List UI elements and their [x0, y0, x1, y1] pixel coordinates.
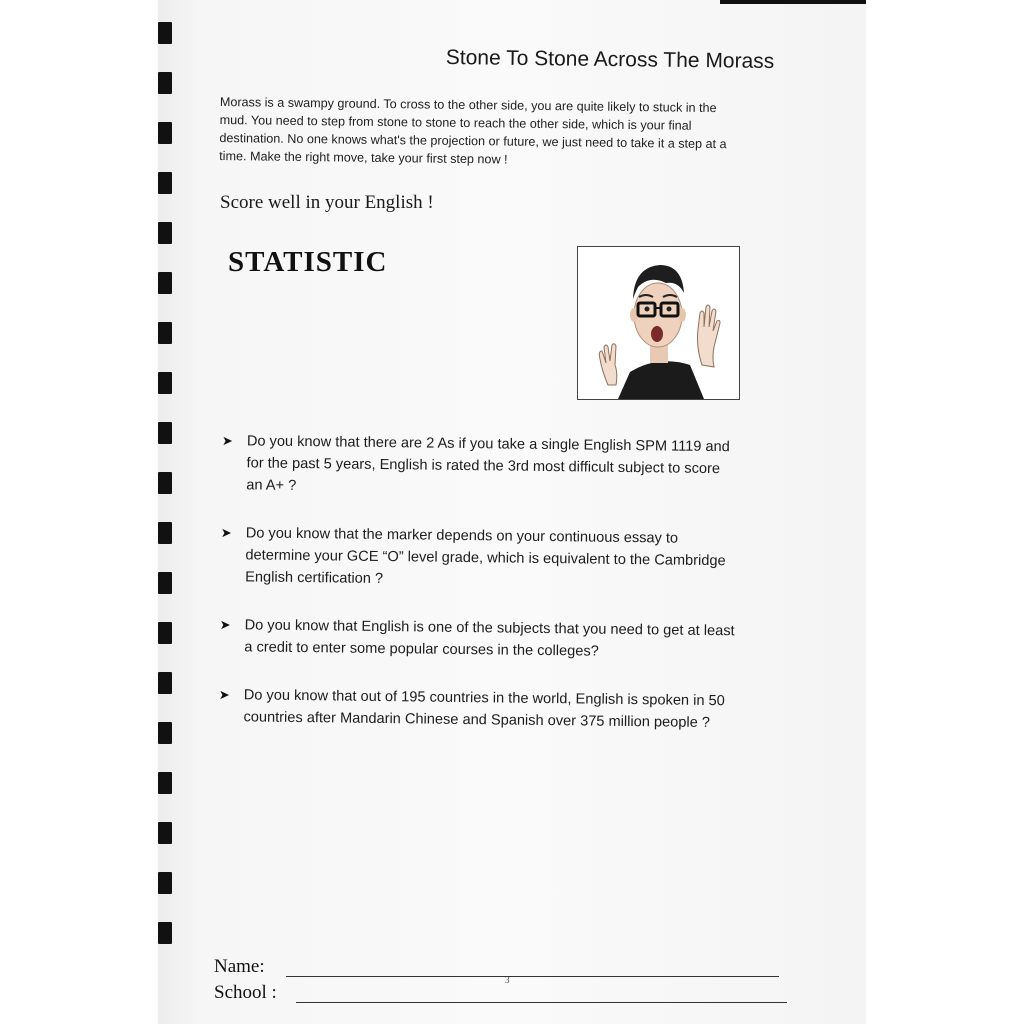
arrow-bullet-icon: ➤: [221, 433, 233, 449]
intro-line: Morass is a swampy ground. To cross to the other side, you are quite likely to stuck in the: [219, 94, 717, 116]
list-item: [219, 430, 820, 503]
binding-ring: [158, 22, 172, 44]
bullet-line: countries after Mandarin Chinese and Spanish over 375 million people ?: [243, 709, 711, 732]
binding-ring: [158, 772, 172, 794]
binding-ring: [158, 522, 172, 544]
intro-line: destination. No one knows what's the projection or future, we just need to take it a step at a: [219, 130, 727, 152]
binding-ring: [158, 72, 172, 94]
tagline: Score well in your English !: [220, 192, 434, 213]
bullet-line: for the past 5 years, English is rated the 3rd most difficult subject to score: [246, 455, 721, 478]
bullet-line: an A+ ?: [246, 477, 297, 494]
list-item: [216, 684, 816, 735]
statistic-heading: STATISTIC: [228, 246, 388, 278]
binding-ring: [158, 272, 172, 294]
list-item: [218, 522, 819, 595]
binding-ring: [158, 722, 172, 744]
binding-ring: [158, 172, 172, 194]
bullet-line: Do you know that there are 2 As if you take a single English SPM 1119 and: [246, 433, 730, 456]
bullet-line: Do you know that the marker depends on your continuous essay to: [245, 525, 679, 547]
binding-ring: [158, 922, 172, 944]
intro-paragraph: [219, 93, 816, 172]
intro-line: time. Make the right move, take your first step now !: [219, 148, 508, 167]
surprised-man-with-glasses-icon: [578, 247, 739, 399]
intro-line: mud. You need to step from stone to stone to reach the other side, which is your final: [219, 112, 692, 133]
name-field-line[interactable]: [286, 976, 779, 977]
binding-ring: [158, 322, 172, 344]
bullet-line: a credit to enter some popular courses in the colleges?: [244, 639, 599, 660]
binding-ring: [158, 822, 172, 844]
binding-ring: [158, 672, 172, 694]
arrow-bullet-icon: ➤: [218, 687, 230, 703]
page-edge-strip: [720, 0, 866, 4]
binding-ring: [158, 472, 172, 494]
page-number: 3: [505, 975, 510, 985]
name-label: Name:: [214, 956, 265, 977]
binding-ring: [158, 622, 172, 644]
bullet-line: English certification ?: [245, 569, 384, 588]
illustration-frame: [577, 246, 740, 400]
school-label: School :: [214, 982, 277, 1003]
binding-ring: [158, 872, 172, 894]
binding-ring: [158, 122, 172, 144]
statistic-bullet-list: [216, 430, 820, 761]
arrow-bullet-icon: ➤: [219, 617, 231, 633]
binding-ring: [158, 572, 172, 594]
school-field-line[interactable]: [296, 1002, 787, 1003]
bullet-line: Do you know that out of 195 countries in the world, English is spoken in 50: [243, 687, 725, 710]
list-item: [217, 614, 817, 665]
right-margin: [866, 0, 1024, 1024]
binding-ring: [158, 372, 172, 394]
page-title: Stone To Stone Across The Morass: [445, 46, 775, 74]
bullet-line: determine your GCE “O” level grade, which is equivalent to the Cambridge: [245, 547, 726, 570]
binding-ring: [158, 222, 172, 244]
arrow-bullet-icon: ➤: [220, 525, 232, 541]
binding-ring: [158, 422, 172, 444]
binding-margin: [0, 0, 158, 1024]
bullet-line: Do you know that English is one of the subjects that you need to get at least: [244, 617, 735, 640]
